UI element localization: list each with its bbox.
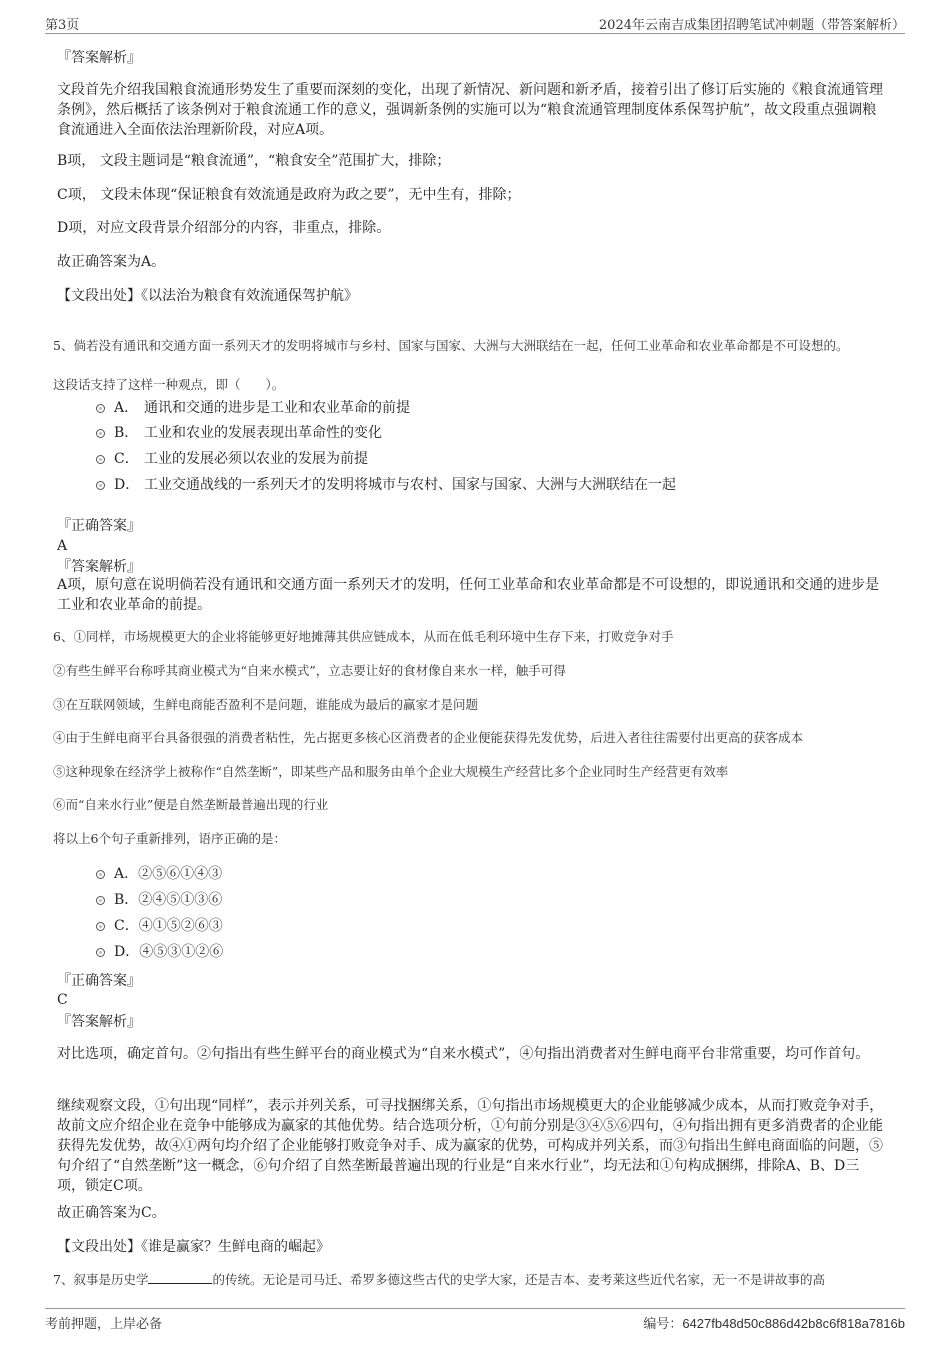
page-number: 第3页 <box>45 18 80 33</box>
q6-sentence-1: 6、①同样，市场规模更大的企业将能够更好地摊薄其供应链成本，从而在低毛利环境中生存下来，打败竞争对手 <box>53 629 674 644</box>
q5-option-b[interactable]: B． 工业和农业的发展表现出革命性的变化 <box>96 423 382 443</box>
q6-sentence-3: ③在互联网领域，生鲜电商能否盈利不是问题，谁能成为最后的赢家才是问题 <box>53 697 479 712</box>
q5-answer: A <box>57 538 68 554</box>
q6-analysis-label: 『答案解析』 <box>57 1014 141 1030</box>
q5-stem: 5、倘若没有通讯和交通方面一系列天才的发明将城市与乡村、国家与国家、大洲与大洲联结在一起，任何工业革命和农业革命都是不可设想的。 <box>53 338 849 353</box>
q6-answer: C <box>57 992 68 1008</box>
q6-conclusion: 故正确答案为C。 <box>57 1205 166 1221</box>
radio-icon[interactable] <box>96 870 105 879</box>
q5-option-d[interactable]: D． 工业交通战线的一系列天才的发明将城市与农村、国家与国家、大洲与大洲联结在一起 <box>96 475 676 495</box>
radio-icon[interactable] <box>96 948 105 957</box>
q6-sentence-6: ⑥而“自来水行业”便是自然垄断最普遍出现的行业 <box>53 797 329 812</box>
q4-analysis-paragraph: 文段首先介绍我国粮食流通形势发生了重要而深刻的变化，出现了新情况、新问题和新矛盾，接着引出了修订后实施的《粮食流通管理条例》，然后概括了该条例对于粮食流通工作的意义，强调新条例的实施可以为“粮食流通管理制度体系保驾护航”，故文段重点强调粮食流通进入全面依法治理新阶段，对应A项。 <box>57 82 883 138</box>
q5-option-c[interactable]: C． 工业的发展必须以农业的发展为前提 <box>96 449 368 469</box>
q6-sentence-2: ②有些生鲜平台称呼其商业模式为“自来水模式”，立志要让好的食材像自来水一样，触手可得 <box>53 663 566 678</box>
q5-analysis: A项，原句意在说明倘若没有通讯和交通方面一系列天才的发明，任何工业革命和农业革命都是不可设想的，即说通讯和交通的进步是工业和农业革命的前提。 <box>57 577 880 613</box>
q5-option-a[interactable]: A． 通讯和交通的进步是工业和农业革命的前提 <box>96 398 410 418</box>
q6-sentence-5: ⑤这种现象在经济学上被称作“自然垄断”，即某些产品和服务由单个企业大规模生产经营比多个企业同时生产经营更有效率 <box>53 764 729 779</box>
radio-icon[interactable] <box>96 481 105 490</box>
radio-icon[interactable] <box>96 455 105 464</box>
q4-option-b-analysis: B项， 文段主题词是“粮食流通”，“粮食安全”范围扩大，排除； <box>57 153 451 169</box>
q4-conclusion: 故正确答案为A。 <box>57 254 166 270</box>
q5-question: 这段话支持了这样一种观点，即（ ）。 <box>53 377 285 392</box>
q6-analysis-paragraph-2: 继续观察文段，①句出现“同样”，表示并列关系，可寻找捆绑关系，①句指出市场规模更大的企业能够减少成本，从而打败竞争对手，故前文应介绍企业在竞争中能够成为赢家的其他优势。结合选项分析，①句前分别是③④⑤⑥四句，④句指出拥有更多消费者的企业能获得先发优势，故④①两句均介绍了企业能够打败竞争对手、成为赢家的优势，可构成并列关系，而③句指出生鲜电商面临的问题，⑤句介绍了“自然垄断”这一概念，⑥句介绍了自然垄断最普遍出现的行业是“自来水行业”，均无法和①句构成捆绑，排除A、B、D三项，锁定C项。 <box>57 1098 884 1194</box>
q5-answer-label: 『正确答案』 <box>57 518 141 534</box>
radio-icon[interactable] <box>96 896 105 905</box>
document-title: 2024年云南吉成集团招聘笔试冲刺题（带答案解析） <box>598 18 905 33</box>
footer-divider <box>45 1308 905 1309</box>
fill-in-blank[interactable] <box>148 1271 212 1284</box>
header-divider <box>45 33 905 34</box>
q6-option-d[interactable]: D．④⑤③①②⑥ <box>96 942 223 962</box>
q4-source: 【文段出处】《以法治为粮食有效流通保驾护航》 <box>57 288 358 304</box>
q6-source: 【文段出处】《谁是赢家？生鲜电商的崛起》 <box>57 1239 330 1255</box>
radio-icon[interactable] <box>96 922 105 931</box>
q6-option-b[interactable]: B．②④⑤①③⑥ <box>96 890 222 910</box>
footer-slogan: 考前押题，上岸必备 <box>45 1317 163 1332</box>
q6-option-a[interactable]: A．②⑤⑥①④③ <box>96 864 222 884</box>
q6-question: 将以上6个句子重新排列，语序正确的是： <box>53 831 286 846</box>
q5-analysis-label: 『答案解析』 <box>57 559 141 575</box>
q4-option-c-analysis: C项， 文段未体现“保证粮食有效流通是政府为政之要”，无中生有，排除； <box>57 187 521 203</box>
radio-icon[interactable] <box>96 429 105 438</box>
q6-option-c[interactable]: C．④①⑤②⑥③ <box>96 916 223 936</box>
q4-analysis-label: 『答案解析』 <box>57 50 141 66</box>
q6-sentence-4: ④由于生鲜电商平台具备很强的消费者粘性，先占据更多核心区消费者的企业便能获得先发优势，后进入者往往需要付出更高的获客成本 <box>53 730 804 745</box>
q6-answer-label: 『正确答案』 <box>57 973 141 989</box>
radio-icon[interactable] <box>96 404 105 413</box>
footer-code: 编号：6427fb48d50c886d42b8c6f818a7816b <box>643 1316 905 1332</box>
q4-option-d-analysis: D项，对应文段背景介绍部分的内容，非重点，排除。 <box>57 220 391 236</box>
q7-stem: 7、叙事是历史学 的传统。无论是司马迁、希罗多德这些古代的史学大家，还是吉本、麦考莱这些近代名家，无一不是讲故事的高 <box>53 1272 825 1287</box>
q6-analysis-paragraph-1: 对比选项，确定首句。②句指出有些生鲜平台的商业模式为“自来水模式”，④句指出消费者对生鲜电商平台非常重要，均可作首句。 <box>57 1046 870 1062</box>
